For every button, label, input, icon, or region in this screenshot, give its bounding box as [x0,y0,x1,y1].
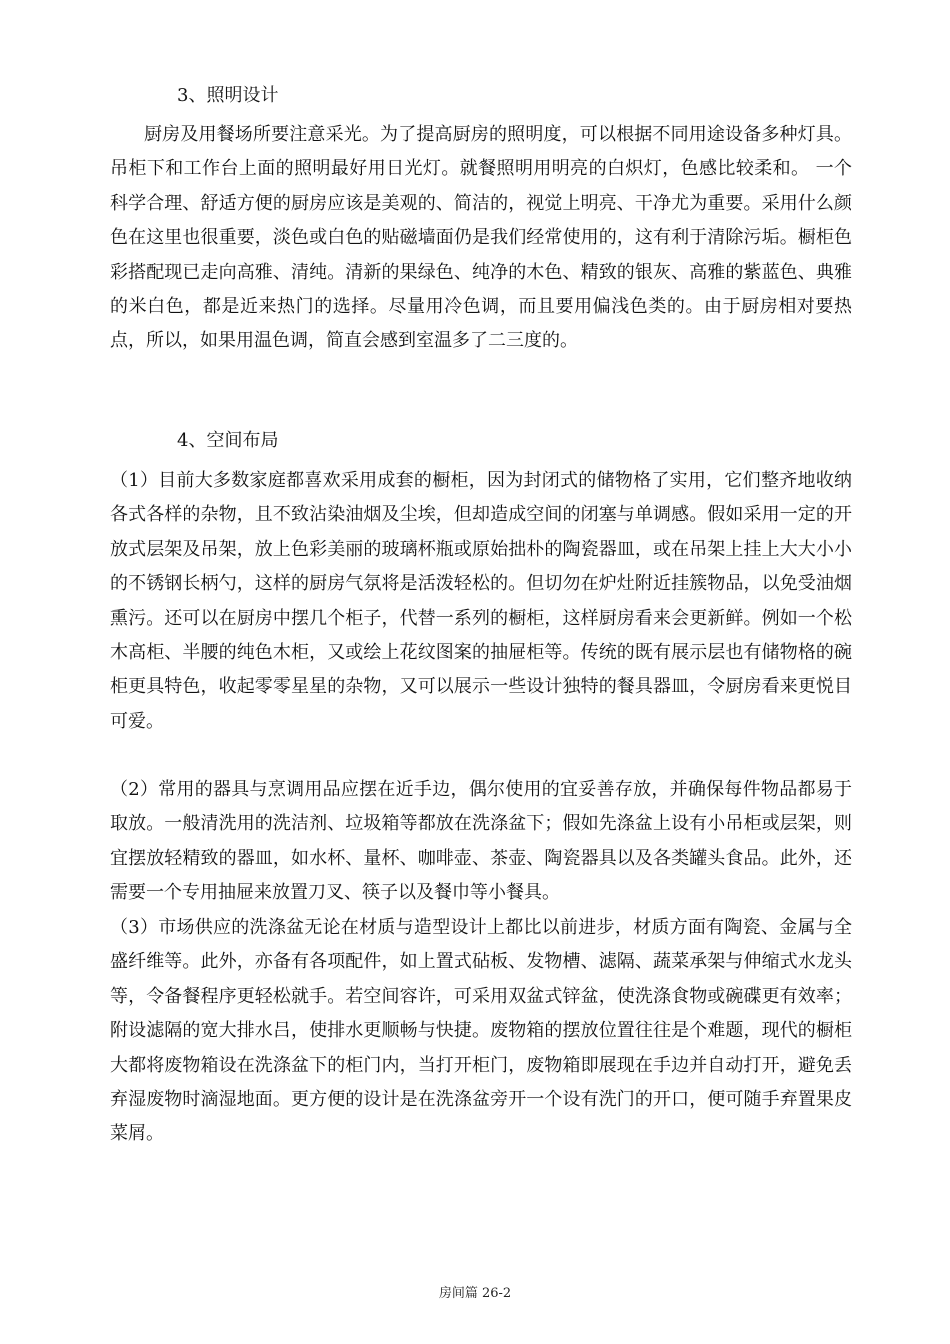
paragraph-layout-2: （2）常用的器具与烹调用品应摆在近手边，偶尔使用的宜妥善存放，并确保每件物品都易于取放。一般清洗用的洗洁剂、垃圾箱等都放在洗涤盆下；假如先涤盆上设有小吊柜或层架，则宜摆放轻精致的器皿，如水杯、量杯、咖啡壶、茶壶、陶瓷器具以及各类罐头食品。此外，还需要一个专用抽屉来放置刀叉、筷子以及餐巾等小餐具。 [110,779,852,904]
paragraph-layout-1: （1）目前大多数家庭都喜欢采用成套的橱柜，因为封闭式的储物格了实用，它们整齐地收纳各式各样的杂物，且不致沾染油烟及尘埃，但却造成空间的闭塞与单调感。假如采用一定的开放式层架及吊架，放上色彩美丽的玻璃杯瓶或原始拙朴的陶瓷器皿，或在吊架上挂上大大小小的不锈钢长柄勺，这样的厨房气氛将是活泼轻松的。但切勿在炉灶附近挂簇物品，以免受油烟熏污。还可以在厨房中摆几个柜子，代替一系列的橱柜，这样厨房看来会更新鲜。例如一个松木高柜、半腰的纯色木柜，又或绘上花纹图案的抽屉柜等。传统的既有展示层也有储物格的碗柜更具特色，收起零零星星的杂物，又可以展示一些设计独特的餐具器皿，令厨房看来更悦目可爱。 [110,470,852,732]
paragraph-layout-3: （3）市场供应的洗涤盆无论在材质与造型设计上都比以前进步，材质方面有陶瓷、金属与全盛纤维等。此外，亦备有各项配件，如上置式砧板、发物槽、滤隔、蔬菜承架与伸缩式水龙头等，令备餐程序更轻松就手。若空间容许，可采用双盆式锌盆，使洗涤食物或碗碟更有效率；附设滤隔的宽大排水吕，使排水更顺畅与快捷。废物箱的摆放位置往往是个难题，现代的橱柜大都将废物箱设在洗涤盆下的柜门内，当打开柜门，废物箱即展现在手边并自动打开，避免丢弃湿废物时滴湿地面。更方便的设计是在洗涤盆旁开一个设有洗门的开口，便可随手弃置果皮菜屑。 [110,917,852,1145]
paragraph-lighting: 厨房及用餐场所要注意采光。为了提高厨房的照明度，可以根据不同用途设备多种灯具。吊柜下和工作台上面的照明最好用日光灯。就餐照明用明亮的白炽灯，色感比较柔和。 一个科学合理、舒适方便的厨房应该是美观的、简洁的，视觉上明亮、干净尤为重要。采用什么颜色在这里也很重要，淡色或白色的贴磁墙面仍是我们经常使用的，这有利于清除污垢。橱柜色彩搭配现已走向高雅、清纯。清新的果绿色、纯净的木色、精致的银灰、高雅的紫蓝色、典雅的米白色，都是近来热门的选择。尽量用冷色调，而且要用偏浅色类的。由于厨房相对要热点，所以，如果用温色调，简直会感到室温多了二三度的。 [110,124,852,352]
section-heading-lighting: 3、照明设计 [177,85,279,106]
page-footer: 房间篇 26-2 [438,1286,512,1301]
section-heading-layout: 4、空间布局 [177,430,279,451]
